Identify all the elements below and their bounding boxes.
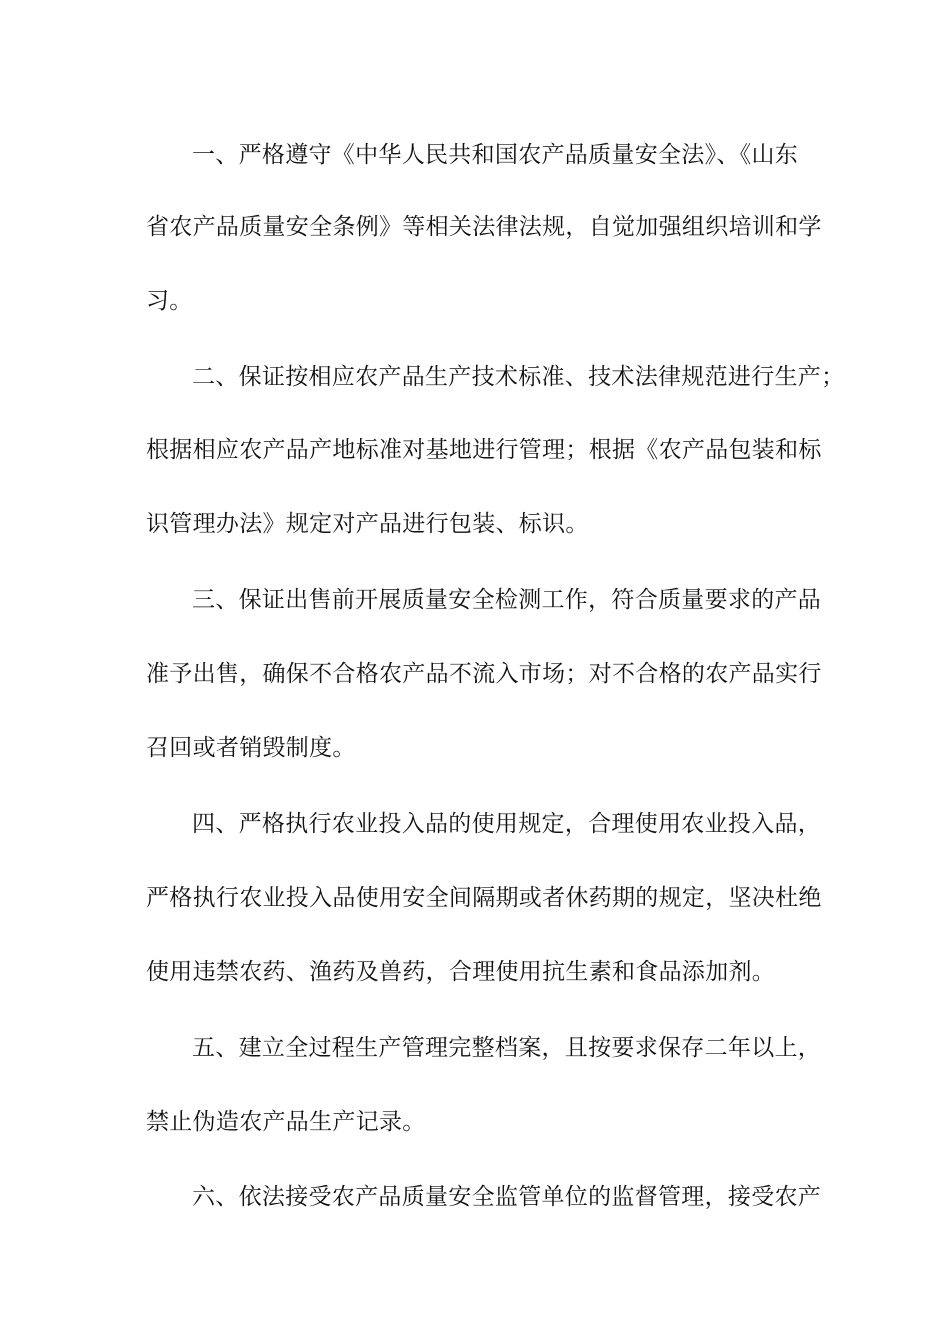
paragraph-line: 准予出售，确保不合格农产品不流入市场；对不合格的农产品实行	[146, 661, 822, 687]
paragraph-line: 三、保证出售前开展质量安全检测工作，符合质量要求的产品	[192, 587, 822, 613]
paragraph-line: 禁止伪造农产品生产记录。	[146, 1109, 426, 1135]
paragraph-line: 二、保证按相应农产品生产技术标准、技术法律规范进行生产；	[192, 364, 845, 390]
paragraph-line: 召回或者销毁制度。	[146, 735, 356, 761]
paragraph-line: 五、建立全过程生产管理完整档案，且按要求保存二年以上，	[192, 1035, 822, 1061]
paragraph-line: 根据相应农产品产地标准对基地进行管理；根据《农产品包装和标	[146, 437, 822, 463]
paragraph-line: 省农产品质量安全条例》等相关法律法规，自觉加强组织培训和学	[146, 214, 822, 240]
paragraph-line: 识管理办法》规定对产品进行包装、标识。	[146, 511, 589, 537]
paragraph-line: 四、严格执行农业投入品的使用规定，合理使用农业投入品，	[192, 811, 822, 837]
paragraph-line: 严格执行农业投入品使用安全间隔期或者休药期的规定，坚决杜绝	[146, 885, 822, 911]
paragraph-line: 一、严格遵守《中华人民共和国农产品质量安全法》、《山东	[192, 142, 799, 168]
paragraph-line: 使用违禁农药、渔药及兽药，合理使用抗生素和食品添加剂。	[146, 959, 776, 985]
paragraph-line: 习。	[146, 288, 193, 314]
paragraph-line: 六、依法接受农产品质量安全监管单位的监督管理，接受农产	[192, 1184, 822, 1210]
